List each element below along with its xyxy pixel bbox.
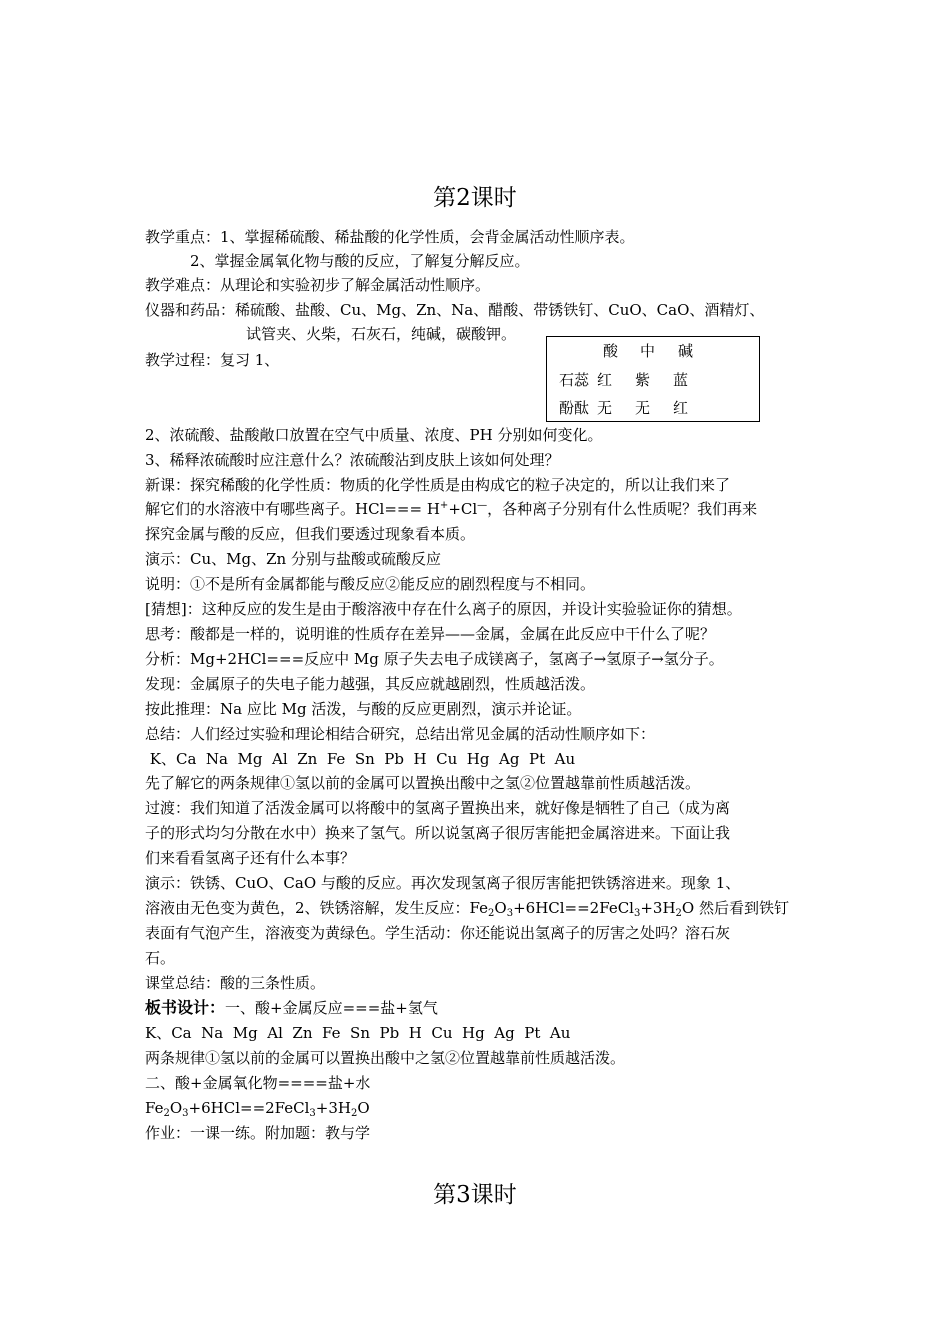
neutral-color: 紫 [635,371,651,389]
rules-line-1: 先了解它的两条规律①氢以前的金属可以置换出酸中之氢②位置越靠前性质越活泼。 [145,774,701,792]
header-base: 碱 [678,342,694,360]
base-color: 红 [673,399,689,417]
board-design-text: 一、酸+金属反应===盐+氢气 [225,999,438,1017]
acid-color: 红 [597,371,613,389]
reaction-equation-2: $Fe_2O_3+6HCl==2FeCl_3+3H_2O$ [145,1099,370,1119]
new-lesson-text-end: ，各种离子分别有什么性质呢？我们再来 [487,500,758,518]
review-line-3: 3、稀释浓硫酸时应注意什么？浓硫酸沾到皮肤上该如何处理？ [145,451,560,469]
acid-color: 无 [597,399,613,417]
equipment-line-2: 试管夹、火柴，石灰石，纯碱，碳酸钾。 [246,325,517,343]
chloride-charge: — [477,500,488,511]
indicator-table [546,336,760,422]
neutral-color: 无 [635,399,651,417]
key-points-line-1: 教学重点：1、掌握稀硫酸、稀盐酸的化学性质，会背金属活动性顺序表。 [145,228,635,246]
process-line: 教学过程：复习 1、 [145,351,280,369]
demo2-text: 溶液由无色变为黄色，2、铁锈溶解，发生反应： [145,899,470,917]
review-line-2: 2、浓硫酸、盐酸敞口放置在空气中质量、浓度、PH 分别如何变化。 [145,426,603,444]
chloride-text: +Cl [448,500,478,518]
transition-line-3: 们来看看氢离子还有什么本事？ [145,849,356,867]
lesson-2-title: 第2课时 [433,185,517,211]
new-lesson-line-2 [145,497,810,521]
indicator-table-header [547,337,759,365]
demo2-text-end: 然后看到铁钉 [699,899,790,917]
lesson-3-title: 第3课时 [433,1182,517,1208]
transition-line-1: 过渡：我们知道了活泼金属可以将酸中的氢离子置换出来，就好像是牺牲了自己（成为离 [145,799,731,817]
new-lesson-text: 解它们的水溶液中有哪些离子。HCl=== H [145,500,440,518]
board-design-line-1 [145,996,810,1020]
demo2-line-3: 表面有气泡产生，溶液变为黄绿色。学生活动：你还能说出氢离子的厉害之处吗？溶石灰 [145,924,731,942]
board-design-line-2: 二、酸+金属氧化物====盐+水 [145,1074,371,1092]
demo2-line-4: 石。 [145,949,176,967]
discover-line: 发现：金属原子的失电子能力越强，其反应就越剧烈，性质越活泼。 [145,675,596,693]
base-color: 蓝 [673,371,689,389]
new-lesson-line-3: 探究金属与酸的反应，但我们要透过现象看本质。 [145,525,476,543]
summary-line: 总结：人们经过实验和理论相结合研究，总结出常见金属的活动性顺序如下： [145,725,656,743]
key-points-line-2: 2、掌握金属氧化物与酸的反应，了解复分解反应。 [190,252,530,270]
transition-line-2: 子的形式均匀分散在水中）换来了氢气。所以说氢离子很厉害能把金属溶进来。下面让我 [145,824,731,842]
difficulty-line: 教学难点：从理论和实验初步了解金属活动性顺序。 [145,276,491,294]
demo-line-1: 演示：Cu、Mg、Zn 分别与盐酸或硫酸反应 [145,550,441,568]
board-design-label: 板书设计： [145,998,226,1017]
guess-line: [猜想]：这种反应的发生是由于酸溶液中存在什么离子的原因，并设计实验验证你的猜想。 [145,600,742,618]
activity-series-line-2: K、Ca Na Mg Al Zn Fe Sn Pb H Cu Hg Ag Pt Au [145,1024,571,1042]
activity-series-line: K、Ca Na Mg Al Zn Fe Sn Pb H Cu Hg Ag Pt Au [145,750,576,768]
analysis-line: 分析：Mg+2HCl===反应中 Mg 原子失去电子成镁离子，氢离子→氢原子→氢分子。 [145,650,724,668]
explain-line: 说明：①不是所有金属都能与酸反应②能反应的剧烈程度与不相同。 [145,575,596,593]
indicator-table-row [547,394,759,422]
class-summary-line: 课堂总结：酸的三条性质。 [145,974,326,992]
indicator-table-row [547,366,759,394]
indicator-name: 石蕊 [559,371,590,389]
indicator-name: 酚酞 [559,399,590,417]
header-acid: 酸 [603,342,619,360]
header-neutral: 中 [640,342,656,360]
equation-line [145,1096,810,1120]
equipment-line-1: 仪器和药品：稀硫酸、盐酸、Cu、Mg、Zn、Na、醋酸、带锈铁钉、CuO、CaO、酒精灯、 [145,301,765,319]
new-lesson-line-1: 新课：探究稀酸的化学性质：物质的化学性质是由构成它的粒子决定的，所以让我们来了 [145,476,731,494]
reaction-equation: $Fe_2O_3+6HCl==2FeCl_3+3H_2O$ [469,899,695,919]
reasoning-line: 按此推理：Na 应比 Mg 活泼，与酸的反应更剧烈，演示并论证。 [145,700,582,718]
demo2-line-1: 演示：铁锈、CuO、CaO 与酸的反应。再次发现氢离子很厉害能把铁锈溶进来。现象 1、 [145,874,741,892]
think-line: 思考：酸都是一样的，说明谁的性质存在差异——金属，金属在此反应中干什么了呢？ [145,625,716,643]
hydrogen-charge: + [439,500,449,511]
demo2-line-2 [145,896,810,920]
homework-line: 作业：一课一练。附加题：教与学 [145,1124,371,1142]
rules-line-2: 两条规律①氢以前的金属可以置换出酸中之氢②位置越靠前性质越活泼。 [145,1049,626,1067]
